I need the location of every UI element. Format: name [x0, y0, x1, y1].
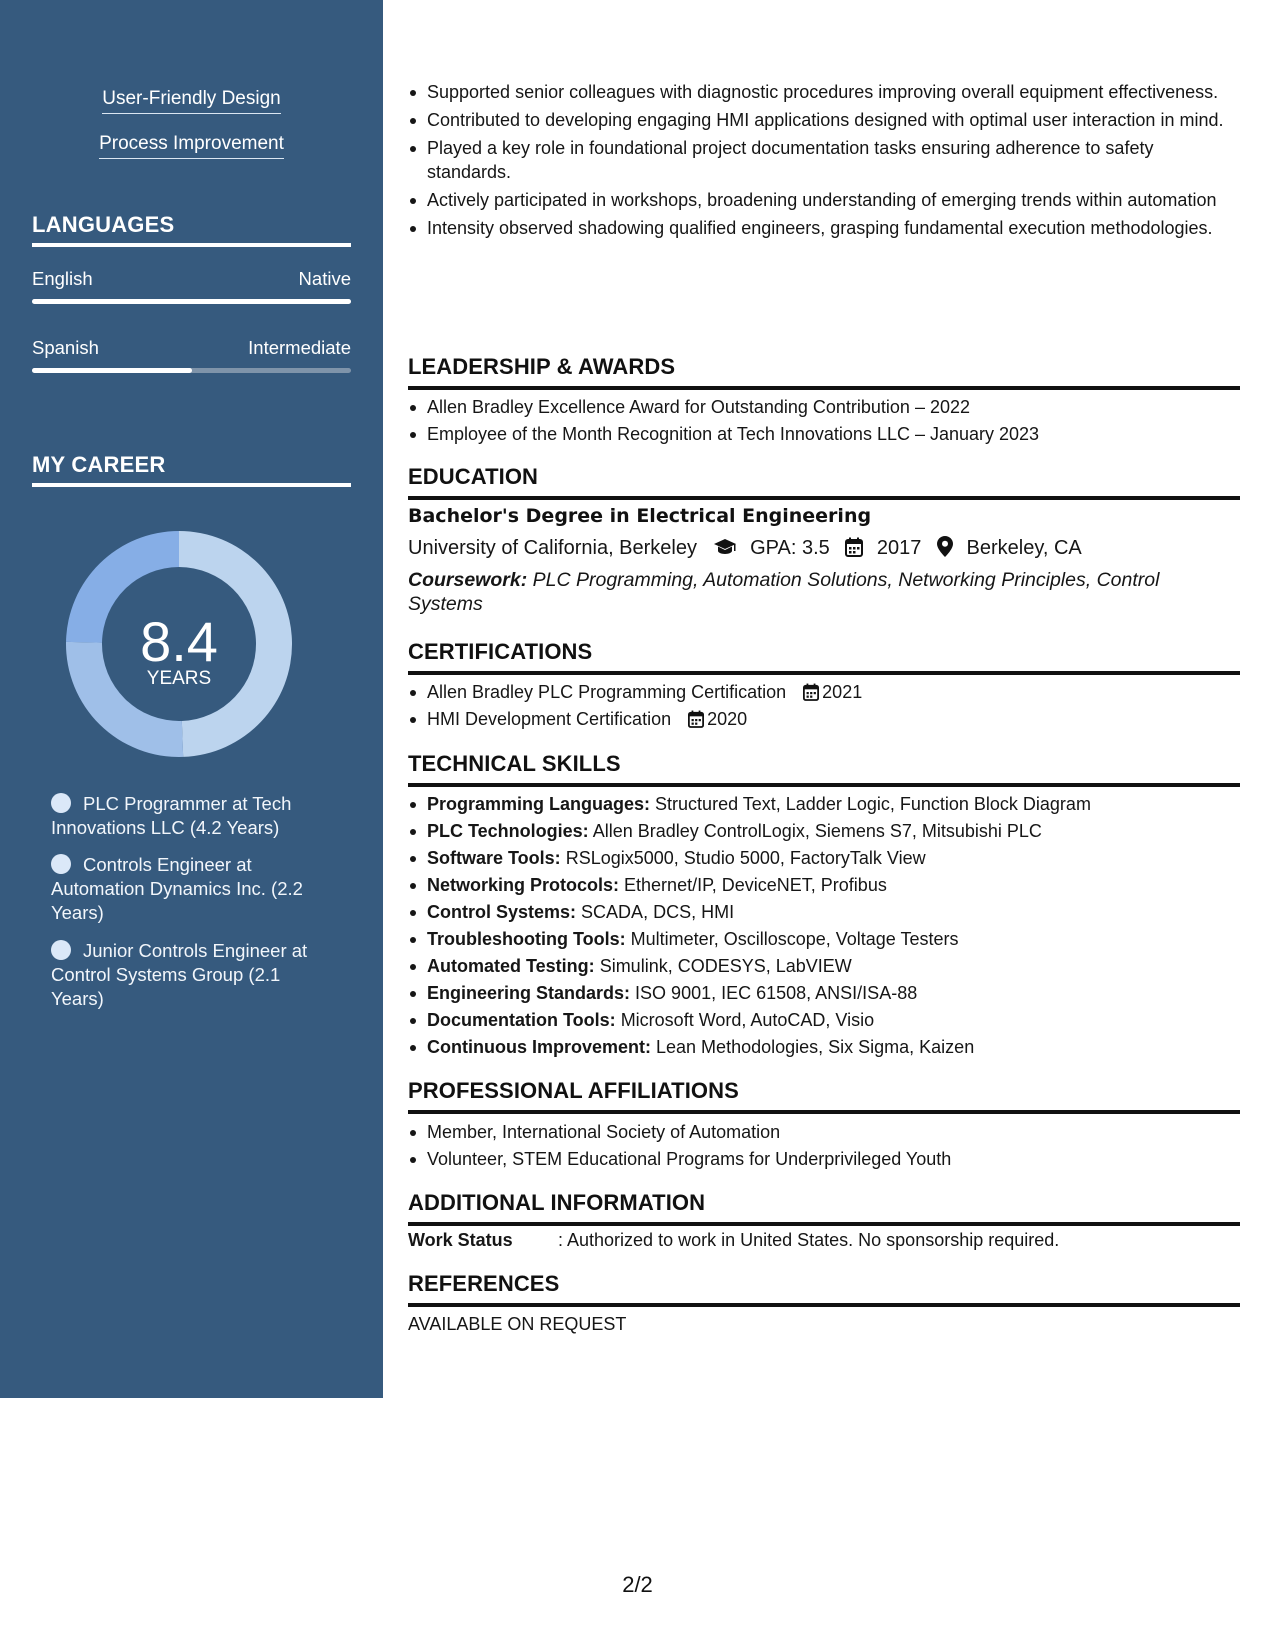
strength-item: User-Friendly Design — [0, 88, 383, 114]
skills-title: TECHNICAL SKILLS — [408, 751, 1240, 787]
list-item: PLC Technologies: Allen Bradley ControlLogix, Siemens S7, Mitsubishi PLC — [408, 818, 1240, 845]
work-status-value: : Authorized to work in United States. No sponsorship required. — [558, 1230, 1060, 1250]
career-item: Controls Engineer at Automation Dynamics Inc. (2.2 Years) — [51, 854, 303, 923]
education-coursework — [408, 568, 1238, 616]
list-item: Actively participated in workshops, broadening understanding of emerging trends within automation — [408, 188, 1240, 212]
leadership-title: LEADERSHIP & AWARDS — [408, 354, 1240, 390]
leadership-list — [408, 394, 1240, 448]
language-bar-fill — [32, 299, 351, 304]
list-item: Networking Protocols: Ethernet/IP, DeviceNET, Profibus — [408, 872, 1240, 899]
strength-item: Process Improvement — [0, 133, 383, 159]
references-text: AVAILABLE ON REQUEST — [408, 1314, 627, 1334]
list-item: Allen Bradley Excellence Award for Outstanding Contribution – 2022 — [408, 394, 1240, 421]
languages-title: LANGUAGES — [32, 212, 351, 247]
list-item: Intensity observed shadowing qualified engineers, grasping fundamental execution methodologies. — [408, 216, 1240, 240]
education-degree: Bachelor's Degree in Electrical Engineering — [408, 505, 872, 527]
experience-bullets — [408, 80, 1240, 240]
map-pin-icon — [937, 536, 953, 563]
calendar-icon — [845, 537, 863, 563]
calendar-icon — [688, 710, 704, 728]
affiliations-list — [408, 1119, 1240, 1173]
coursework-text: PLC Programming, Automation Solutions, Networking Principles, Control Systems — [408, 569, 1160, 615]
language-level: Native — [298, 268, 351, 289]
list-item: Documentation Tools: Microsoft Word, AutoCAD, Visio — [408, 1007, 1240, 1034]
career-title: MY CAREER — [32, 452, 351, 487]
certifications-title: CERTIFICATIONS — [408, 639, 1240, 675]
career-total-unit: YEARS — [146, 668, 212, 689]
language-level: Intermediate — [248, 337, 351, 358]
work-status-label: Work Status — [408, 1230, 513, 1250]
language-name: English — [32, 268, 93, 289]
education-gpa: GPA: 3.5 — [750, 537, 830, 559]
list-item: Troubleshooting Tools: Multimeter, Oscilloscope, Voltage Testers — [408, 926, 1240, 953]
list-item: Volunteer, STEM Educational Programs for Underprivileged Youth — [408, 1146, 1240, 1173]
education-details — [408, 536, 1082, 563]
certification-date: 2020 — [688, 706, 747, 733]
list-item: Employee of the Month Recognition at Tech Innovations LLC – January 2023 — [408, 421, 1240, 448]
graduation-cap-icon — [713, 537, 737, 563]
list-item: Programming Languages: Structured Text, Ladder Logic, Function Block Diagram — [408, 791, 1240, 818]
calendar-icon — [803, 683, 819, 701]
page-number: 2/2 — [622, 1572, 653, 1597]
career-item: PLC Programmer at Tech Innovations LLC (4.2 Years) — [51, 793, 292, 838]
coursework-label: Coursework: — [408, 569, 528, 591]
education-school: University of California, Berkeley — [408, 537, 697, 559]
career-donut-chart — [66, 531, 292, 757]
certification-date: 2021 — [803, 679, 862, 706]
additional-title: ADDITIONAL INFORMATION — [408, 1190, 1240, 1226]
list-item: Member, International Society of Automation — [408, 1119, 1240, 1146]
list-item: Supported senior colleagues with diagnostic procedures improving overall equipment effectiveness. — [408, 80, 1240, 104]
list-item: HMI Development Certification 2020 — [408, 706, 1240, 733]
language-name: Spanish — [32, 337, 99, 358]
list-item: Software Tools: RSLogix5000, Studio 5000, FactoryTalk View — [408, 845, 1240, 872]
sidebar — [0, 0, 383, 1398]
skills-list — [408, 791, 1240, 1061]
list-item: Continuous Improvement: Lean Methodologies, Six Sigma, Kaizen — [408, 1034, 1240, 1061]
language-bar-fill — [32, 368, 192, 373]
list-item: Allen Bradley PLC Programming Certification 2021 — [408, 679, 1240, 706]
legend-dot — [51, 854, 71, 874]
list-item: Engineering Standards: ISO 9001, IEC 61508, ANSI/ISA-88 — [408, 980, 1240, 1007]
language-bar-english — [32, 299, 351, 304]
education-title: EDUCATION — [408, 464, 1240, 500]
career-total-value: 8.4 — [140, 610, 218, 673]
legend-dot — [51, 793, 71, 813]
list-item: Automated Testing: Simulink, CODESYS, LabVIEW — [408, 953, 1240, 980]
career-item: Junior Controls Engineer at Control Systems Group (2.1 Years) — [51, 940, 308, 1009]
list-item: Played a key role in foundational project documentation tasks ensuring adherence to safety standards. — [408, 136, 1240, 184]
legend-dot — [51, 940, 71, 960]
certifications-list — [408, 679, 1240, 733]
work-status — [408, 1230, 1059, 1251]
education-year: 2017 — [876, 537, 922, 559]
list-item: Control Systems: SCADA, DCS, HMI — [408, 899, 1240, 926]
references-title: REFERENCES — [408, 1271, 1240, 1307]
list-item: Contributed to developing engaging HMI applications designed with optimal user interaction in mind. — [408, 108, 1240, 132]
affiliations-title: PROFESSIONAL AFFILIATIONS — [408, 1078, 1240, 1114]
language-bar-spanish — [32, 368, 351, 373]
education-location: Berkeley, CA — [966, 537, 1082, 559]
